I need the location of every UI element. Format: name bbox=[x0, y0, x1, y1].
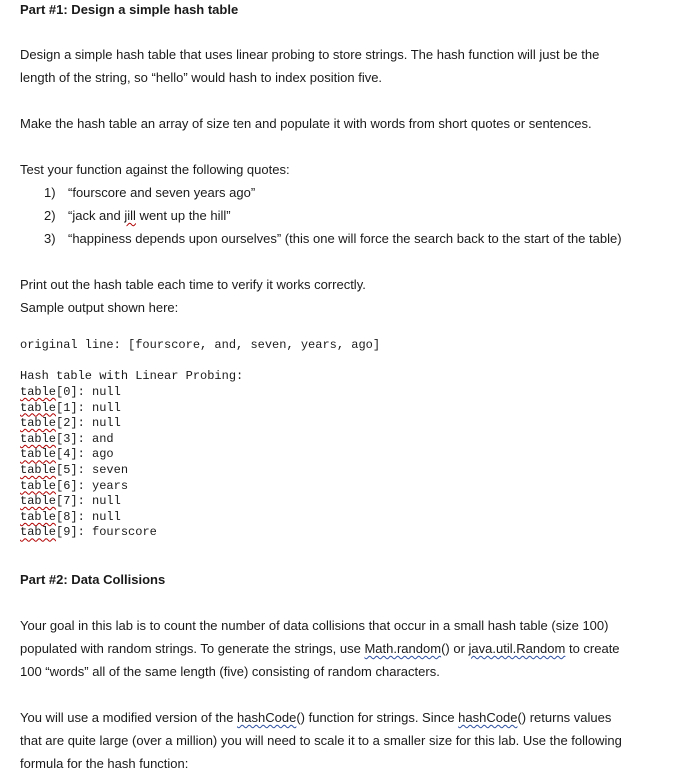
table-index: [8]: bbox=[56, 509, 93, 524]
table-value: null bbox=[92, 416, 121, 431]
table-value: years bbox=[92, 478, 129, 493]
code-table-row bbox=[20, 494, 121, 508]
spellcheck-word: table bbox=[20, 478, 57, 493]
table-value: null bbox=[92, 494, 121, 509]
spellcheck-word: table bbox=[20, 509, 57, 524]
quote-item-2 bbox=[0, 204, 673, 227]
part2-heading: Part #2: Data Collisions bbox=[20, 572, 166, 587]
quote-number: 1) bbox=[44, 185, 56, 200]
code-table-row bbox=[20, 447, 114, 461]
code-table-row bbox=[20, 432, 114, 446]
part2-use-line3: formula for the hash function: bbox=[20, 756, 189, 771]
code-table-row bbox=[20, 401, 121, 415]
table-value: null bbox=[92, 385, 121, 399]
table-index: [2]: bbox=[56, 416, 93, 431]
part1-test-intro: Test your function against the following quotes: bbox=[20, 162, 290, 177]
code-table-row bbox=[20, 463, 128, 477]
part1-array-text: Make the hash table an array of size ten and populate it with words from short quotes or sentences. bbox=[20, 116, 592, 131]
spellcheck-word: java.util.Random bbox=[468, 641, 566, 656]
print-line1: Print out the hash table each time to verify it works correctly. bbox=[20, 277, 366, 292]
spellcheck-word: jill bbox=[124, 208, 136, 223]
part2-use-line1: You will use a modified version of the hashCode() function for strings. Since hashCode() returns values bbox=[20, 710, 612, 725]
code-original-line: original line: [fourscore, and, seven, years, ago] bbox=[20, 338, 381, 352]
table-index: [9]: bbox=[56, 525, 93, 540]
spellcheck-word: hashCode bbox=[237, 710, 297, 725]
part2-goal-line1: Your goal in this lab is to count the number of data collisions that occur in a small hash table (size 100) bbox=[20, 618, 609, 633]
code-table-row bbox=[20, 416, 121, 430]
spellcheck-word: hashCode bbox=[458, 710, 518, 725]
table-value: seven bbox=[92, 463, 129, 477]
quote-text: “happiness depends upon ourselves” (this one will force the search back to the start of the table) bbox=[68, 231, 622, 246]
spellcheck-word: table bbox=[20, 385, 57, 399]
spellcheck-word: table bbox=[20, 525, 57, 540]
spellcheck-word: table bbox=[20, 400, 57, 415]
code-table-row bbox=[20, 510, 121, 524]
spellcheck-word: table bbox=[20, 431, 57, 446]
spellcheck-word: Math.random bbox=[364, 641, 442, 656]
table-index: [6]: bbox=[56, 478, 93, 493]
quote-number: 2) bbox=[44, 208, 56, 223]
quote-text: “jack and jill went up the hill” bbox=[68, 208, 231, 223]
print-line2: Sample output shown here: bbox=[20, 300, 179, 315]
table-value: ago bbox=[92, 447, 114, 462]
table-value: and bbox=[92, 431, 114, 446]
code-hash-title: Hash table with Linear Probing: bbox=[20, 369, 244, 383]
quote-text: “fourscore and seven years ago” bbox=[68, 185, 256, 200]
part2-goal-line2: populated with random strings. To generate the strings, use Math.random() or java.util.Random to create bbox=[20, 641, 620, 656]
code-table-row bbox=[20, 525, 157, 539]
part1-intro-line2: length of the string, so “hello” would hash to index position five. bbox=[20, 70, 383, 85]
table-index: [7]: bbox=[56, 494, 93, 509]
quote-item-3 bbox=[0, 227, 673, 250]
table-value: null bbox=[92, 509, 121, 524]
part2-use-line2: that are quite large (over a million) you will need to scale it to a smaller size for this lab. Use the following bbox=[20, 733, 622, 748]
table-index: [5]: bbox=[56, 463, 93, 477]
part1-heading: Part #1: Design a simple hash table bbox=[20, 2, 239, 17]
table-value: fourscore bbox=[92, 525, 157, 540]
spellcheck-word: table bbox=[20, 447, 57, 462]
table-value: null bbox=[92, 400, 121, 415]
quote-item-1 bbox=[0, 181, 673, 204]
spellcheck-word: table bbox=[20, 416, 57, 431]
table-index: [3]: bbox=[56, 431, 93, 446]
spellcheck-word: table bbox=[20, 463, 57, 477]
code-table-row bbox=[20, 479, 128, 493]
table-index: [0]: bbox=[56, 385, 93, 399]
table-index: [1]: bbox=[56, 400, 93, 415]
part1-intro-line1: Design a simple hash table that uses linear probing to store strings. The hash function will just be the bbox=[20, 47, 600, 62]
part2-goal-line3: 100 “words” all of the same length (five) consisting of random characters. bbox=[20, 664, 440, 679]
spellcheck-word: table bbox=[20, 494, 57, 509]
code-table-row bbox=[20, 385, 121, 399]
table-index: [4]: bbox=[56, 447, 93, 462]
quote-number: 3) bbox=[44, 231, 56, 246]
